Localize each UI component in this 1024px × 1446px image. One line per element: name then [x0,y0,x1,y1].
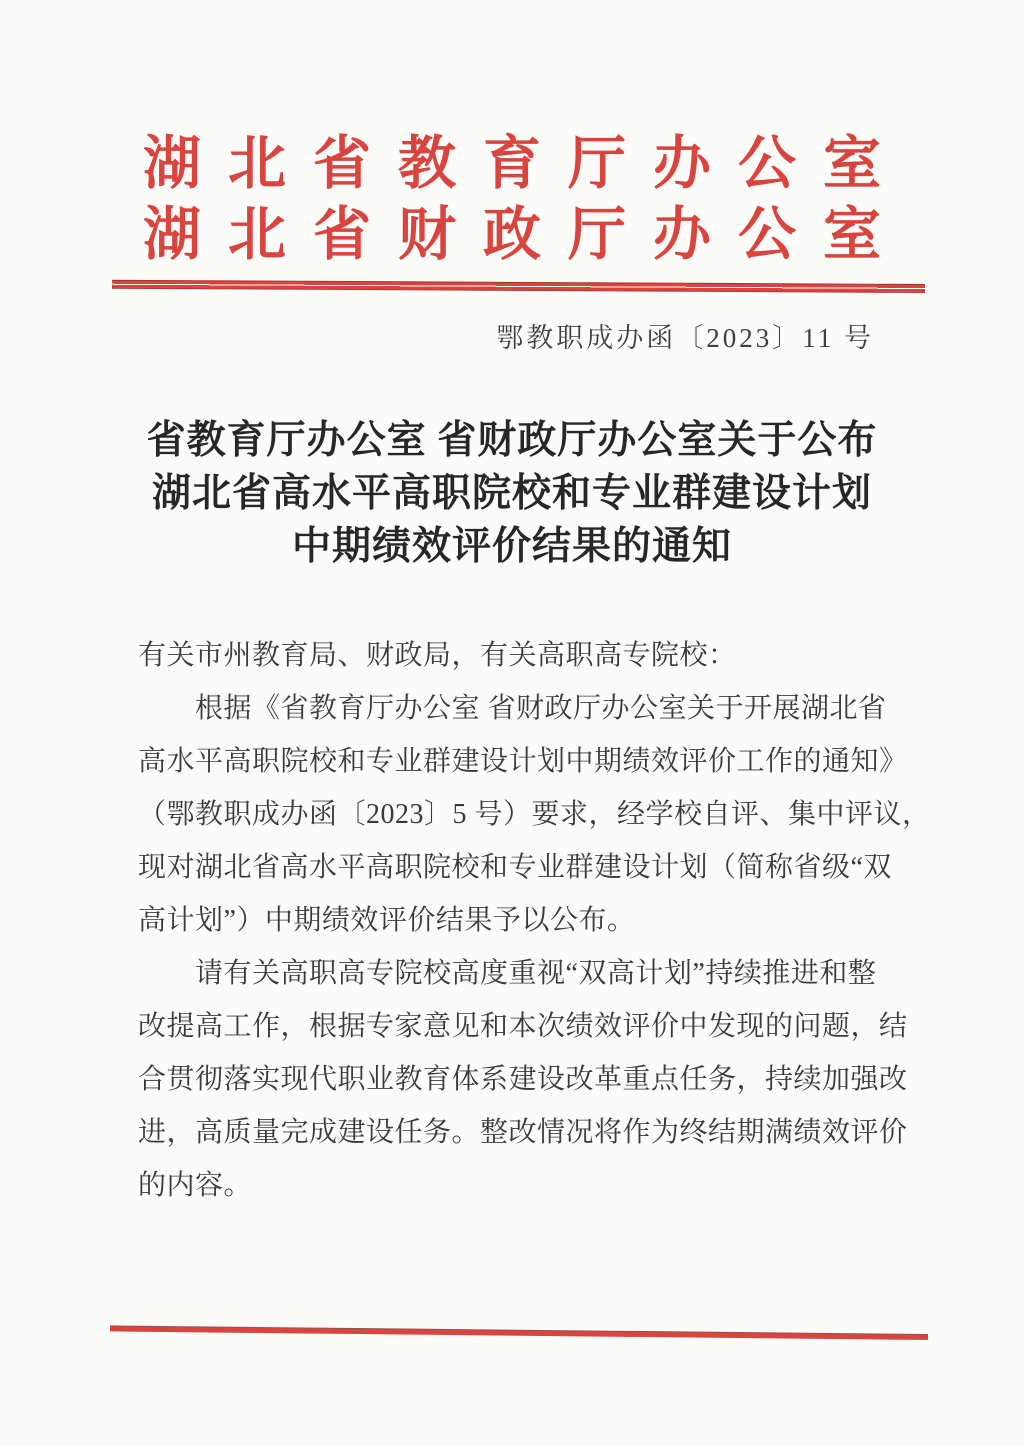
body-line: （鄂教职成办函〔2023〕5 号）要求，经学校自评、集中评议， [138,799,931,830]
document-number: 鄂教职成办函〔2023〕11 号 [496,323,874,353]
body-line: 进，高质量完成建设任务。整改情况将作为终结期满绩效评价 [138,1117,908,1148]
footer-rule [110,1325,928,1340]
document-title-line-1: 省教育厅办公室 省财政厅办公室关于公布 [146,419,878,462]
body-line: 请有关高职高专院校高度重视“双高计划”持续推进和整 [195,958,877,989]
letterhead-org-education: 湖北省教育厅办公室 [142,131,908,196]
body-line: 合贯彻落实现代职业教育体系建设改革重点任务，持续加强改 [138,1064,908,1095]
letterhead-org-finance: 湖北省财政厅办公室 [142,202,908,267]
document-title [60,414,964,573]
letterhead-divider-rule [112,280,925,293]
letterhead [0,128,1024,270]
body-line: 现对湖北省高水平高职院校和专业群建设计划（简称省级“双 [138,852,892,883]
salutation-line: 有关市州教育局、财政局，有关高职高专院校： [138,640,737,671]
body-line: 高水平高职院校和专业群建设计划中期绩效评价工作的通知》 [138,746,908,777]
document-body [138,629,931,1212]
body-line: 改提高工作，根据专家意见和本次绩效评价中发现的问题，结 [138,1011,908,1042]
document-title-line-2: 湖北省高水平高职院校和专业群建设计划 [151,472,872,515]
document-title-line-3: 中期绩效评价结果的通知 [291,525,732,568]
body-line: 根据《省教育厅办公室 省财政厅办公室关于开展湖北省 [195,693,887,724]
body-line: 的内容。 [138,1170,253,1201]
body-line: 高计划”）中期绩效评价结果予以公布。 [138,905,636,936]
